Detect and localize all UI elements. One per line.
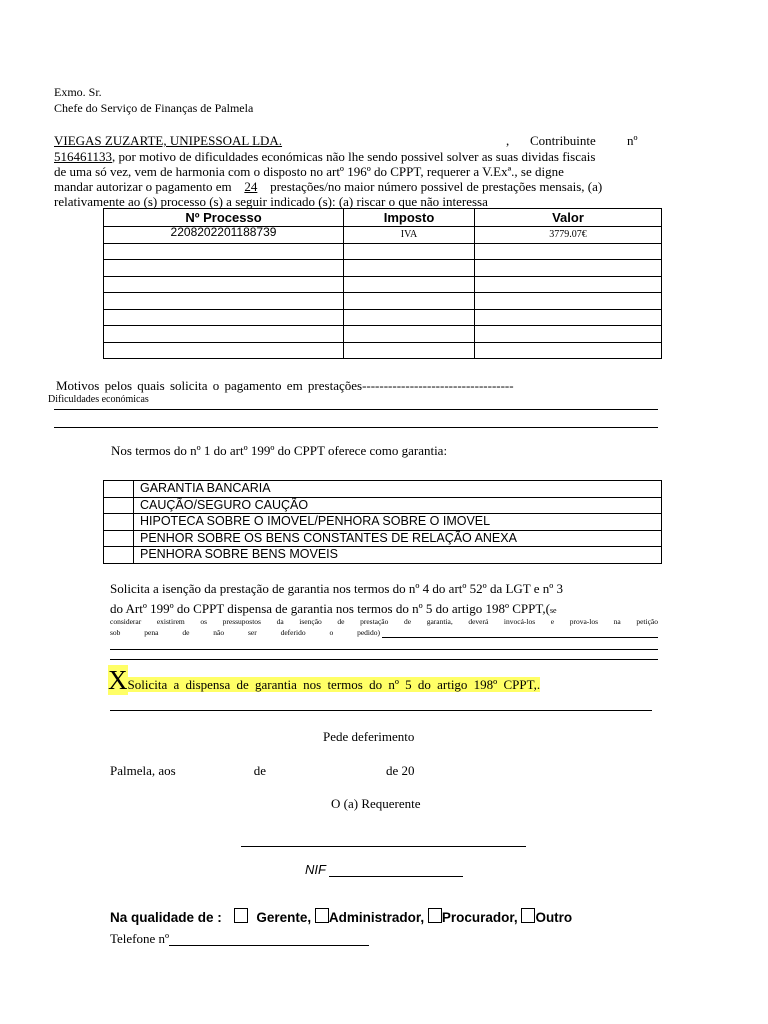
cell-imposto[interactable]: IVA (344, 227, 475, 244)
signature-line[interactable] (241, 846, 526, 847)
col-processo: Nº Processo (104, 209, 344, 227)
guarantee-option (104, 530, 662, 547)
taxpayer-number: 516461133 (54, 149, 113, 164)
cell-valor[interactable] (475, 309, 662, 326)
cell-imposto[interactable] (344, 276, 475, 293)
table-row (104, 260, 662, 277)
guarantee-option (104, 547, 662, 564)
dispensa-mark[interactable]: X (108, 665, 128, 695)
addressee-title: Exmo. Sr. (54, 85, 102, 99)
installments-count: 24 (244, 179, 258, 194)
cell-processo[interactable] (104, 326, 344, 343)
checkbox-procurador[interactable] (428, 908, 442, 923)
pede-deferimento: Pede deferimento (323, 729, 415, 744)
exemption-line-c (110, 659, 658, 660)
requerente-label: O (a) Requerente (331, 796, 421, 811)
cell-valor[interactable] (475, 326, 662, 343)
nif-field[interactable] (329, 862, 463, 877)
request-line-5: relativamente ao (s) processo (s) a seguir indicado (s): (a) riscar o que não interessa (54, 194, 488, 209)
exemption-line-a (382, 637, 658, 638)
guarantee-checkbox[interactable] (104, 497, 134, 514)
nif-row: NIF (305, 862, 463, 877)
cell-processo[interactable] (104, 293, 344, 310)
guarantee-checkbox[interactable] (104, 514, 134, 531)
table-row (104, 276, 662, 293)
motives-line-2 (54, 427, 658, 428)
guarantee-option (104, 514, 662, 531)
cell-imposto[interactable] (344, 309, 475, 326)
request-line-3: de uma só vez, vem de harmonia com o disposto no artº 196º do CPPT, requerer a V.Exª., se digne (54, 164, 564, 179)
cell-valor[interactable] (475, 260, 662, 277)
guarantee-option-label: PENHORA SOBRE BENS MOVEIS (134, 547, 662, 564)
table-row (104, 227, 662, 244)
col-imposto: Imposto (344, 209, 475, 227)
cell-processo[interactable] (104, 342, 344, 359)
table-row (104, 326, 662, 343)
motives-label: Motivos pelos quais solicita o pagamento em prestações----------------------------------- (56, 378, 514, 393)
guarantee-intro: Nos termos do nº 1 do artº 199º do CPPT oferece como garantia: (111, 443, 448, 458)
telefone-field[interactable] (169, 931, 369, 946)
quality-label: Na qualidade de : (110, 910, 222, 925)
cell-imposto[interactable] (344, 260, 475, 277)
guarantee-option-label: HIPOTECA SOBRE O IMOVEL/PENHORA SOBRE O IMOVEL (134, 514, 662, 531)
company-name: VIEGAS ZUZARTE, UNIPESSOAL LDA. (54, 133, 283, 148)
process-table-header (104, 209, 662, 227)
exemption-note-2: sob pena de não ser deferido o pedido) (110, 628, 380, 637)
cell-imposto[interactable] (344, 293, 475, 310)
cell-valor[interactable] (475, 342, 662, 359)
exemption-note-1: considerar existirem os pressupostos da isenção de prestação de garantia, deverá invocá-los e prova-los na petição (110, 617, 658, 626)
col-valor: Valor (475, 209, 662, 227)
guarantee-checkbox[interactable] (104, 530, 134, 547)
exemption-line-2: do Artº 199º do CPPT dispensa de garantia nos termos do nº 5 do artigo 198º CPPT,(se (110, 601, 557, 616)
guarantee-option (104, 481, 662, 498)
cell-processo[interactable] (104, 309, 344, 326)
quality-row: Na qualidade de : Gerente, Administrador, Procurador, Outro (110, 910, 573, 925)
guarantee-option-label: GARANTIA BANCARIA (134, 481, 662, 498)
table-row (104, 342, 662, 359)
checkbox-administrador[interactable] (315, 908, 329, 923)
cell-processo[interactable] (104, 260, 344, 277)
guarantee-table (103, 480, 662, 564)
cell-imposto[interactable] (344, 326, 475, 343)
exemption-line-1: Solicita a isenção da prestação de garantia nos termos do nº 4 do artº 52º da LGT e nº 3 (110, 581, 564, 596)
month-field[interactable] (266, 763, 386, 779)
cell-valor[interactable] (475, 293, 662, 310)
dispensa-row (108, 666, 540, 694)
dispensa-line (110, 710, 652, 711)
checkbox-gerente[interactable] (234, 908, 248, 923)
checkbox-outro[interactable] (521, 908, 535, 923)
guarantee-option-label: PENHOR SOBRE OS BENS CONSTANTES DE RELAÇÃO ANEXA (134, 530, 662, 547)
cell-processo[interactable] (104, 243, 344, 260)
table-row (104, 293, 662, 310)
addressee-office: Chefe do Serviço de Finanças de Palmela (54, 101, 254, 115)
cell-processo[interactable] (104, 276, 344, 293)
request-line-1: VIEGAS ZUZARTE, UNIPESSOAL LDA. , Contribuinte nº (54, 133, 638, 148)
cell-processo[interactable]: 2208202201188739 (104, 227, 344, 244)
guarantee-option (104, 497, 662, 514)
process-table (103, 208, 662, 359)
guarantee-option-label: CAUÇÃO/SEGURO CAUÇÃO (134, 497, 662, 514)
motives-line-1 (54, 409, 658, 410)
date-line: Palmela, aos de de 20 (110, 763, 449, 779)
table-row (104, 309, 662, 326)
cell-valor[interactable] (475, 276, 662, 293)
cell-valor[interactable]: 3779.07€ (475, 227, 662, 244)
guarantee-checkbox[interactable] (104, 481, 134, 498)
request-line-4: mandar autorizar o pagamento em 24 prestações/no maior número possivel de prestações mensais, (a) (54, 179, 603, 194)
request-line-2: 516461133, por motivo de dificuldades económicas não lhe sendo possivel solver as suas dividas fiscais (54, 149, 596, 164)
cell-imposto[interactable] (344, 342, 475, 359)
year-field[interactable] (415, 763, 449, 779)
guarantee-checkbox[interactable] (104, 547, 134, 564)
cell-imposto[interactable] (344, 243, 475, 260)
motives-value[interactable]: Dificuldades económicas (48, 394, 149, 405)
table-row (104, 243, 662, 260)
dispensa-text: Solicita a dispensa de garantia nos termos do nº 5 do artigo 198º CPPT,. (127, 677, 541, 692)
telefone-row: Telefone nº (110, 931, 369, 947)
day-field[interactable] (176, 763, 254, 779)
cell-valor[interactable] (475, 243, 662, 260)
exemption-line-b (110, 649, 658, 650)
